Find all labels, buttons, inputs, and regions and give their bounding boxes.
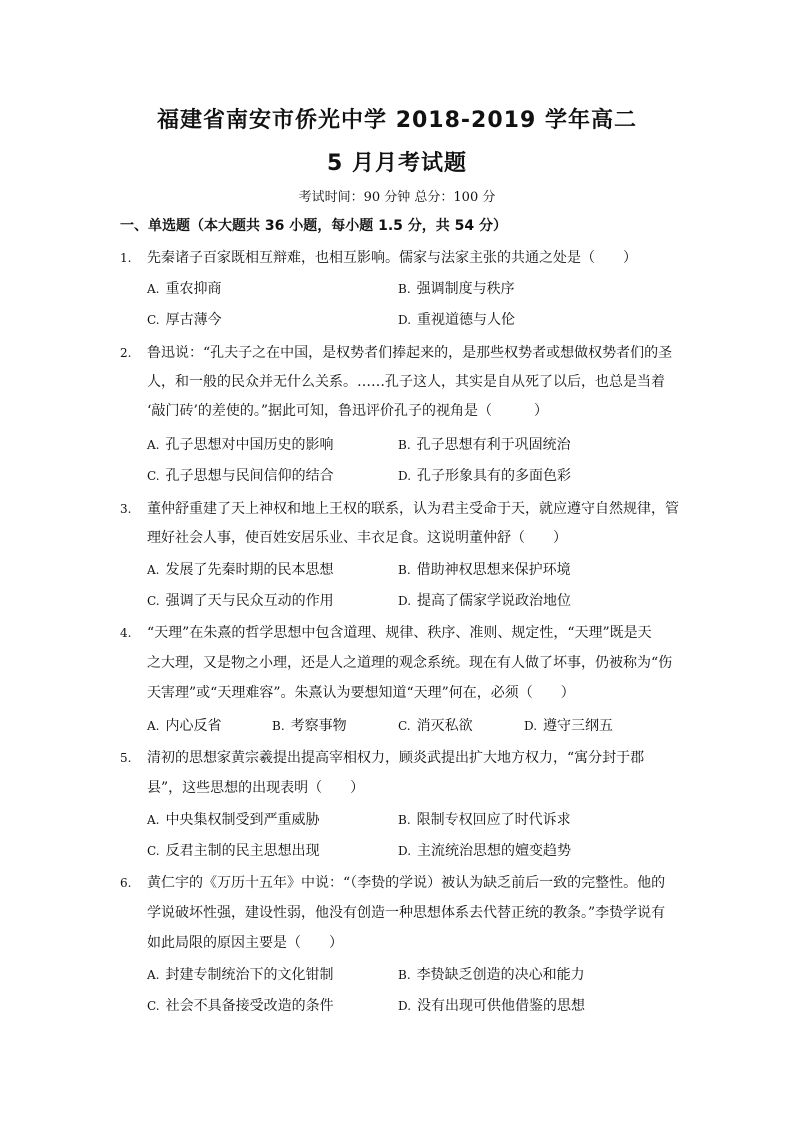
exam-meta: 考试时间：90 分钟 总分：100 分 [298,190,496,205]
option-b: B. 李贽缺乏创造的决心和能力 [398,967,585,983]
question-number: 2. [120,346,132,360]
question-text: 学说破坏性强，建设性弱，他没有创造一种思想体系去代替正统的教条。”李贽学说有 [147,905,666,921]
section-heading: 一、单选题（本大题共 36 小题，每小题 1.5 分，共 54 分） [120,218,508,234]
option-b: B. 强调制度与秩序 [398,281,515,297]
option-c: C. 社会不具备接受改造的条件 [147,998,334,1014]
option-a: A. 中央集权制受到严重威胁 [147,812,320,828]
option-b: B. 考察事物 [272,718,347,734]
exam-title-line1: 福建省南安市侨光中学 2018-2019 学年高二 [157,108,637,133]
question-text: “天理”在朱熹的哲学思想中包含道理、规律、秩序、准则、规定性，“天理”既是天 [147,625,652,641]
option-c: C. 厚古薄今 [147,312,222,328]
question-number: 6. [120,876,132,890]
option-d: D. 遵守三纲五 [524,718,614,734]
question-text: 董仲舒重建了天上神权和地上王权的联系，认为君主受命于天，就应遵守自然规律，管 [147,501,679,517]
option-a: A. 重农抑商 [147,281,222,297]
question-text: 清初的思想家黄宗羲提出提高宰相权力，顾炎武提出扩大地方权力，“寓分封于郡 [147,750,645,766]
question-number: 4. [120,626,132,640]
option-b: B. 限制专权回应了时代诉求 [398,812,571,828]
question-text: 黄仁宇的《万历十五年》中说：“（李贽的学说）被认为缺乏前后一致的完整性。他的 [147,875,666,891]
question-text: 鲁迅说：“孔夫子之在中国，是权势者们捧起来的，是那些权势者或想做权势者们的圣 [147,345,673,361]
option-c: C. 反君主制的民主思想出现 [147,843,320,859]
option-b: B. 孔子思想有利于巩固统治 [398,437,571,453]
question-text: 理好社会人事，使百姓安居乐业、丰衣足食。这说明董仲舒（ ） [147,530,567,546]
option-d: D. 孔子形象具有的多面色彩 [398,468,572,484]
question-number: 1. [120,251,132,265]
exam-title-line2: 5 月月考试题 [327,151,467,176]
question-text: 如此局限的原因主要是（ ） [147,935,343,951]
question-number: 3. [120,502,132,516]
question-text: 之大理，又是物之小理，还是人之道理的观念系统。现在有人做了坏事，仍被称为“伤 [147,655,673,671]
option-c: C. 强调了天与民众互动的作用 [147,593,334,609]
question-text: ‘敲门砖’的差使的。”据此可知，鲁迅评价孔子的视角是（ ） [147,403,549,419]
option-b: B. 借助神权思想来保护环境 [398,562,571,578]
question-number: 5. [120,751,132,765]
option-d: D. 没有出现可供他借鉴的思想 [398,998,586,1014]
option-c: C. 孔子思想与民间信仰的结合 [147,468,334,484]
question-text: 天害理”或“天理难容”。朱熹认为要想知道“天理”何在，必须（ ） [147,685,575,701]
question-text: 县”，这些思想的出现表明（ ） [147,780,365,796]
question-text: 人，和一般的民众并无什么关系。……孔子这人，其实是自从死了以后，也总是当着 [147,374,665,390]
option-d: D. 重视道德与人伦 [398,312,516,328]
option-d: D. 提高了儒家学说政治地位 [398,593,572,609]
option-c: C. 消灭私欲 [398,718,473,734]
option-a: A. 封建专制统治下的文化钳制 [147,967,334,983]
option-a: A. 孔子思想对中国历史的影响 [147,437,334,453]
question-text: 先秦诸子百家既相互辩难，也相互影响。儒家与法家主张的共通之处是（ ） [147,250,637,266]
option-d: D. 主流统治思想的嬗变趋势 [398,843,572,859]
option-a: A. 发展了先秦时期的民本思想 [147,562,334,578]
option-a: A. 内心反省 [147,718,222,734]
